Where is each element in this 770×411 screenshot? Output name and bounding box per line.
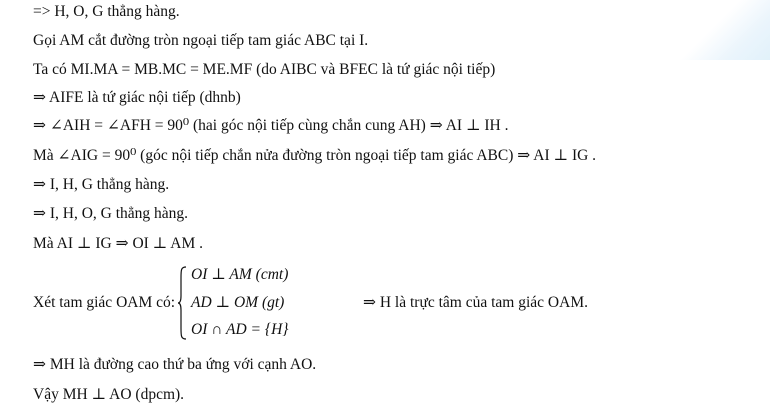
text-line-11: Vậy MH ⊥ AO (dpcm). [33, 386, 185, 403]
left-brace-icon [177, 266, 187, 340]
text-line-2: Gọi AM cắt đường tròn ngoại tiếp tam giác ABC tại I. [33, 32, 369, 49]
text-line-4: ⇒ AIFE là tứ giác nội tiếp (dhnb) [33, 89, 241, 106]
system-case-1: OI ⊥ AM (cmt) [191, 266, 289, 283]
system-case-2: AD ⊥ OM (gt) [191, 294, 285, 311]
text-line-7: ⇒ I, H, G thẳng hàng. [33, 176, 170, 193]
text-line-5: ⇒ ∠AIH = ∠AFH = 90⁰ (hai góc nội tiếp cùng chắn cung AH) ⇒ AI ⊥ IH . [33, 117, 509, 134]
text-line-9: Mà AI ⊥ IG ⇒ OI ⊥ AM . [33, 235, 204, 252]
text-line-8: ⇒ I, H, O, G thẳng hàng. [33, 205, 189, 222]
text-line-10: ⇒ MH là đường cao thứ ba ứng với cạnh AO. [33, 356, 317, 373]
system-conclusion: ⇒ H là trực tâm của tam giác OAM. [363, 294, 588, 311]
system-case-3: OI ∩ AD = {H} [191, 321, 289, 338]
text-line-3: Ta có MI.MA = MB.MC = ME.MF (do AIBC và BFEC là tứ giác nội tiếp) [33, 61, 496, 78]
equation-system [33, 264, 733, 344]
text-line-6: Mà ∠AIG = 90⁰ (góc nội tiếp chắn nửa đường tròn ngoại tiếp tam giác ABC) ⇒ AI ⊥ IG . [33, 147, 597, 164]
system-label: Xét tam giác OAM có: [33, 294, 176, 311]
text-line-1: => H, O, G thẳng hàng. [33, 3, 180, 20]
